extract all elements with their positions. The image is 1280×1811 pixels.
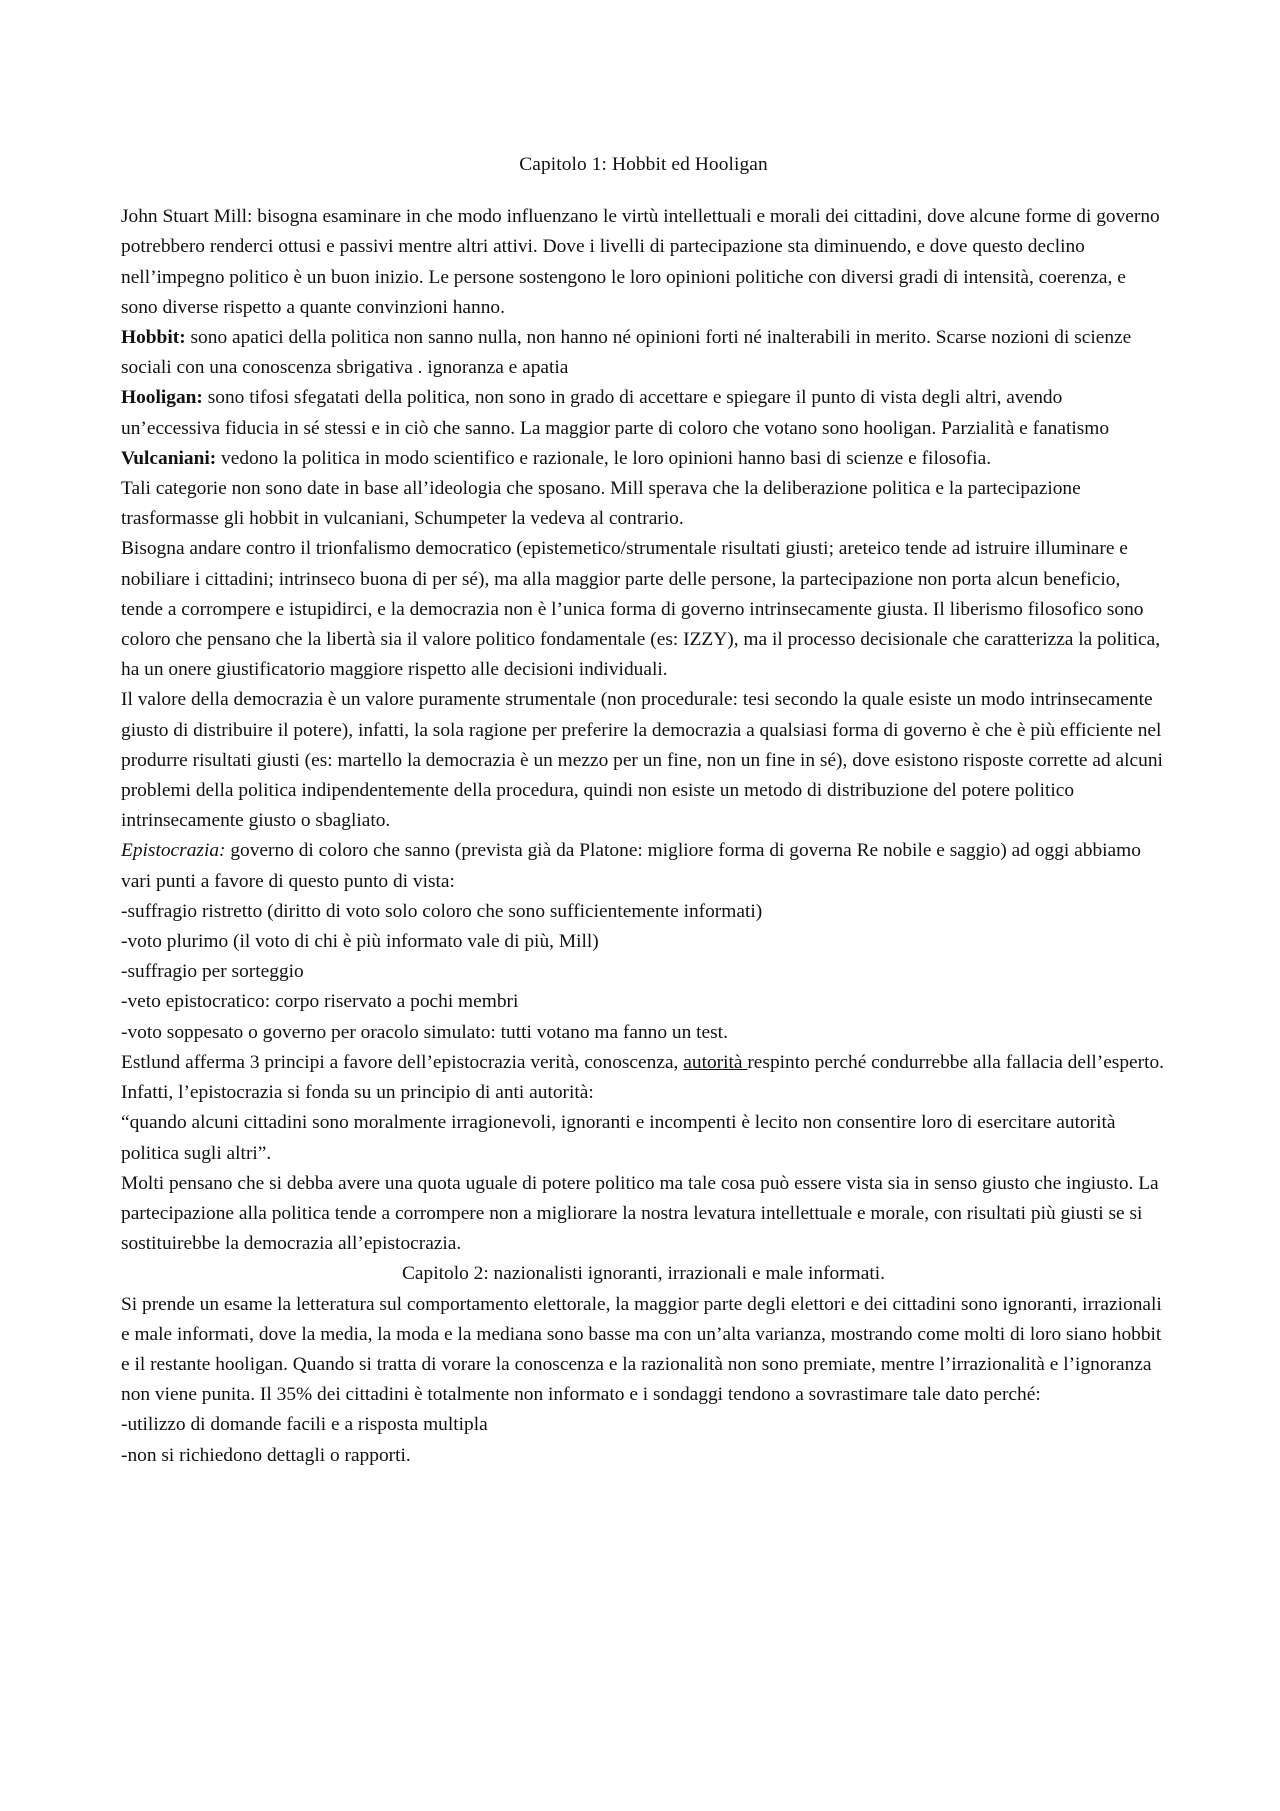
hooligan-definition: sono tifosi sfegatati della politica, non sono in grado di accettare e spiegare il punto di vista degli altri, avendo un’eccessiva fiducia in sé stessi e in ciò che sanno. La maggior parte di coloro che votano sono hooligan. Parzialità e fanatismo bbox=[121, 387, 1110, 439]
list-item: -voto soppesato o governo per oracolo simulato: tutti votano ma fanno un test. bbox=[121, 1021, 728, 1043]
chapter-1-title: Capitolo 1: Hobbit ed Hooligan bbox=[519, 154, 768, 175]
hobbit-term: Hobbit: bbox=[121, 327, 186, 349]
list-item: -suffragio per sorteggio bbox=[121, 961, 304, 983]
vulcaniani-definition: vedono la politica in modo scientifico e razionale, le loro opinioni hanno basi di scienze e filosofia. bbox=[216, 447, 992, 469]
molti-pensano-paragraph: Molti pensano che si debba avere una quota uguale di potere politico ma tale cosa può essere vista sia in senso giusto che ingiusto. La partecipazione alla politica tende a corrompere non a migliorare la nostra levatura intellettuale e morale, con risultati più giusti se si sostituirebbe la democrazia all’epistocrazia. bbox=[121, 1172, 1159, 1255]
chapter-2-body: Si prende un esame la letteratura sul comportamento elettorale, la maggior parte degli elettori e dei cittadini sono ignoranti, irrazionali e male informati, dove la media, la moda e la mediana sono basse ma con un’alta varianza, mostrando come molti di loro siano hobbit e il restante hooligan. Quando si tratta di vorare la conoscenza e la razionalità non sono premiate, mentre l’irrazionalità e l’ignoranza non viene punita. Il 35% dei cittadini è totalmente non informato e i sondaggi tendono a sovrastimare tale dato perché: bbox=[121, 1293, 1162, 1406]
list-item: -veto epistocratico: corpo riservato a pochi membri bbox=[121, 991, 519, 1013]
hobbit-paragraph bbox=[121, 323, 1166, 383]
mill-intro-paragraph: John Stuart Mill: bisogna esaminare in che modo influenzano le virtù intellettuali e morali dei cittadini, dove alcune forme di governo potrebbero renderci ottusi e passivi mentre altri attivi. Dove i livelli di partecipazione sta diminuendo, e dove questo declino nell’impegno politico è un buon inizio. Le persone sostengono le loro opinioni politiche con diversi gradi di intensità, coerenza, e sono diverse rispetto a quante convinzioni hanno. bbox=[121, 206, 1160, 318]
hooligan-term: Hooligan: bbox=[121, 387, 203, 409]
epistocrazia-paragraph bbox=[121, 836, 1166, 896]
valore-democrazia-paragraph: Il valore della democrazia è un valore puramente strumentale (non procedurale: tesi secondo la quale esiste un modo intrinsecamente giusto di distribuire il potere), infatti, la sola ragione per preferire la democrazia a qualsiasi forma di governo è che è più efficiente nel produrre risultati giusti (es: martello la democrazia è un mezzo per un fine, non un fine in sé), dove esistono risposte corrette ad alcuni problemi della politica indipendentemente della procedura, quindi non esiste un metodo di distribuzione del potere politico intrinsecamente giusto o sbagliato. bbox=[121, 689, 1163, 832]
hobbit-definition: sono apatici della politica non sanno nulla, non hanno né opinioni forti né inalterabili in merito. Scarse nozioni di scienze sociali con una conoscenza sbrigativa . ignoranza e apatia bbox=[121, 327, 1132, 379]
document-page bbox=[121, 150, 1166, 1471]
list-item: -utilizzo di domande facili e a risposta multipla bbox=[121, 1414, 488, 1436]
list-item: -non si richiedono dettagli o rapporti. bbox=[121, 1444, 411, 1466]
categorie-paragraph: Tali categorie non sono date in base all’ideologia che sposano. Mill sperava che la deliberazione politica e la partecipazione trasformasse gli hobbit in vulcaniani, Schumpeter la vedeva al contrario. bbox=[121, 478, 1081, 530]
list-item: -voto plurimo (il voto di chi è più informato vale di più, Mill) bbox=[121, 931, 599, 953]
list-item: -suffragio ristretto (diritto di voto solo coloro che sono sufficientemente informati) bbox=[121, 900, 763, 922]
vulcaniani-paragraph bbox=[121, 444, 1166, 474]
hooligan-paragraph bbox=[121, 383, 1166, 443]
autorita-underlined: autorità bbox=[683, 1051, 748, 1073]
chapter-2-title: Capitolo 2: nazionalisti ignoranti, irrazionali e male informati. bbox=[401, 1263, 885, 1285]
trionfalismo-paragraph: Bisogna andare contro il trionfalismo democratico (epistemetico/strumentale risultati giusti; areteico tende ad istruire illuminare e nobiliare i cittadini; intrinseco buona di per sé), ma alla maggior parte delle persone, la partecipazione non porta alcun beneficio, tende a corrompere e istupidirci, e la democrazia non è l’unica forma di governo intrinsecamente giusta. Il liberismo filosofico sono coloro che pensano che la libertà sia il valore politico fondamentale (es: IZZY), ma il processo decisionale che caratterizza la politica, ha un onere giustificatorio maggiore rispetto alle decisioni individuali. bbox=[121, 538, 1161, 681]
vulcaniani-term: Vulcaniani: bbox=[121, 447, 217, 469]
epistocrazia-term: Epistocrazia: bbox=[121, 840, 226, 862]
estlund-text-start: Estlund afferma 3 principi a favore dell’epistocrazia verità, conoscenza, bbox=[121, 1051, 684, 1073]
epistocrazia-definition: governo di coloro che sanno (prevista già da Platone: migliore forma di governa Re nobile e saggio) ad oggi abbiamo vari punti a favore di questo punto di vista: bbox=[121, 840, 1141, 892]
estlund-text-end: respinto perché condurrebbe alla fallacia dell’esperto. Infatti, l’epistocrazia si fonda su un principio di anti autorità: bbox=[121, 1051, 1165, 1104]
estlund-paragraph bbox=[121, 1048, 1166, 1108]
anti-autorita-quote: “quando alcuni cittadini sono moralmente irragionevoli, ignoranti e incompenti è lecito non consentire loro di esercitare autorità politica sugli altri”. bbox=[121, 1112, 1116, 1164]
